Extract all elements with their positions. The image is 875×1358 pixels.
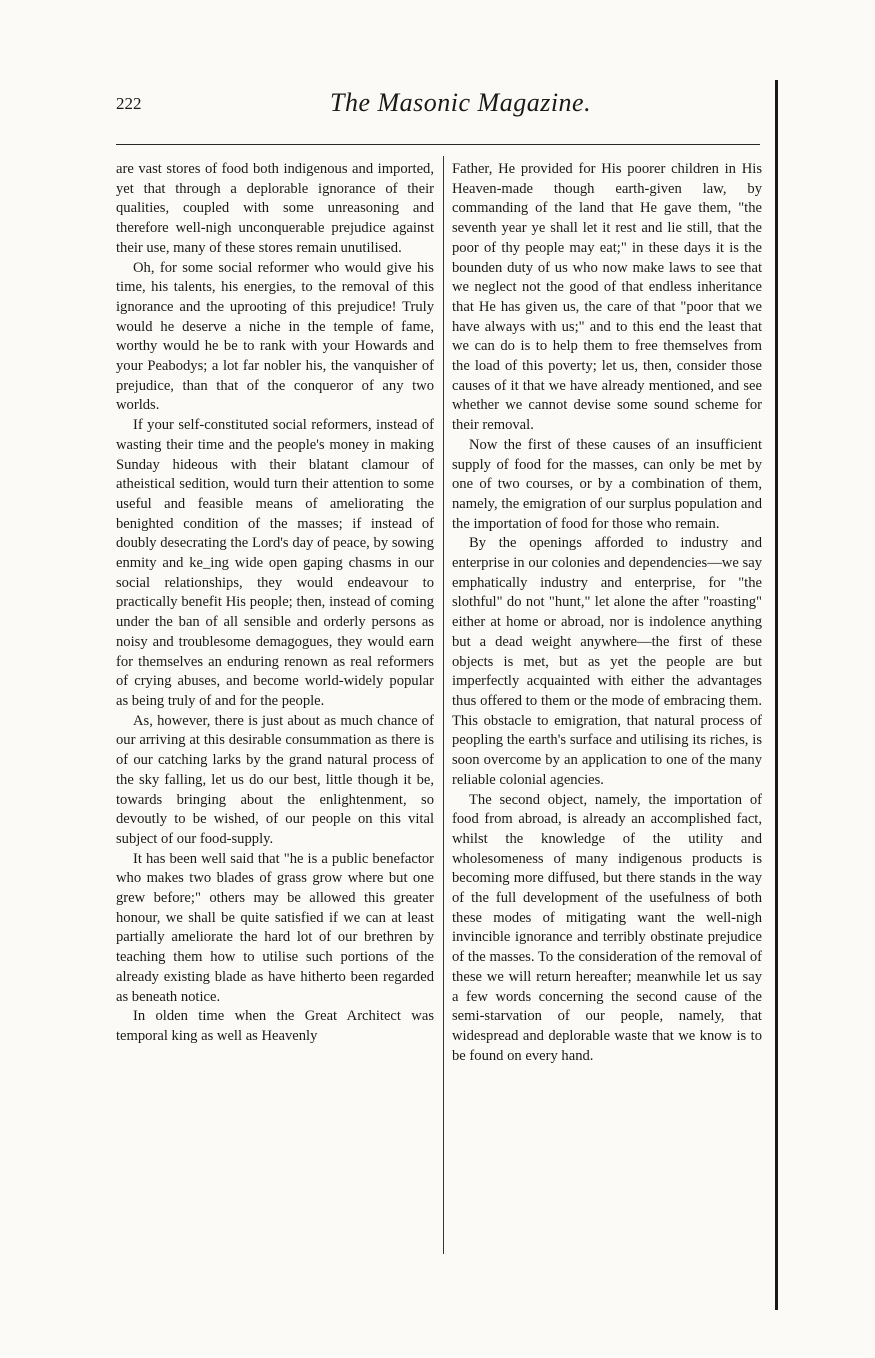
left-column [116,160,434,1047]
paragraph: By the openings afforded to industry and enterprise in our colonies and dependencies—we say emphatically industry and enterprise, for "the slothful" do not "hunt," let alone the after "roasting" either at home or abroad, nor is indolence anything but a dead weight anywhere—the first of these objects is met, but as yet the people are but imperfectly acquainted with either the advantages thus offered to them or the mode of embracing them. This obstacle to emigration, that natural process of peopling the earth's surface and utilising its riches, is soon overcome by an application to one of the many reliable colonial agencies. [452,535,762,788]
margin-rule [775,80,778,1310]
paragraph: Now the first of these causes of an insufficient supply of food for the masses, can only be met by one of two courses, or by a combination of them, namely, the emigration of our surplus population and the importation of food for those who remain. [452,436,762,532]
column-divider [443,156,444,1254]
paragraph: As, however, there is just about as much chance of our arriving at this desirable consummation as there is of our catching larks by the grand natural process of the sky falling, let us do our best, little though it be, towards bringing about the enlightenment, so devoutly to be wished, of our people on this vital subject of our food-supply. [116,712,434,847]
paragraph: If your self-constituted social reformers, instead of wasting their time and the people's money in making Sunday hideous with their blatant clamour of atheistical sedition, would turn their attention to some useful and feasible means of ameliorating the benighted condition of the masses; if instead of doubly desecrating the Lord's day of peace, by sowing enmity and ke_ing wide open gaping chasms in our social relationships, they would endeavour to practically benefit His people; then, instead of coming under the ban of all sensible and orderly persons as noisy and troublesome demagogues, they would earn for themselves an enduring renown as real reformers of crying abuses, and become world-widely popular as being truly of and for the people. [116,417,434,709]
paragraph: It has been well said that "he is a public benefactor who makes two blades of grass grow where but one grew before;" others may be allowed this greater honour, we shall be quite satisfied if we can at least partially ameliorate the hard lot of our brethren by teaching them how to utilise such portions of the already existing blade as have hitherto been regarded as beneath notice. [116,850,434,1005]
paragraph: In olden time when the Great Architect was temporal king as well as Heavenly [116,1008,434,1044]
right-column [452,160,762,1066]
paragraph: Father, He provided for His poorer children in His Heaven-made though earth-given law, by commanding of the land that He gave them, "the seventh year ye shall let it rest and lie still, that the poor of thy people may eat;" in these days it is the bounden duty of us who now make laws to see that we neglect not the good of that endless inheritance that He has given us, the care of that "poor that we have always with us;" and to this end the least that we can do is to help them to free themselves from the load of this poverty; let us, then, consider those causes of it that we have already mentioned, and see whether we cannot devise some sound scheme for their removal. [452,161,762,434]
paragraph: are vast stores of food both indigenous and imported, yet that through a deplorable ignorance of their qualities, coupled with some unreasoning and therefore well-nigh unconquerable prejudice against their use, many of these stores remain unutilised. [116,161,434,256]
paragraph: Oh, for some social reformer who would give his time, his talents, his energies, to the removal of this ignorance and the uprooting of this prejudice! Truly would he deserve a niche in the temple of fame, worthy would he be to rank with your Howards and your Peabodys; a lot far nobler his, the vanquisher of prejudice, than that of the conqueror of any two worlds. [116,259,434,414]
header-rule [116,144,760,145]
running-title: The Masonic Magazine. [330,88,592,117]
paragraph: The second object, namely, the importation of food from abroad, is already an accomplished fact, whilst the knowledge of the utility and wholesomeness of many indigenous products is becoming more diffused, but there stands in the way of the full development of the usefulness of both these modes of mitigating want the well-nigh invincible ignorance and terribly obstinate prejudice of the masses. To the consideration of the removal of these we will return hereafter; meanwhile let us say a few words concerning the second cause of the semi-starvation of our people, namely, that widespread and deplorable waste that we know is to be found on every hand. [452,791,762,1064]
page-number: 222 [116,94,142,113]
